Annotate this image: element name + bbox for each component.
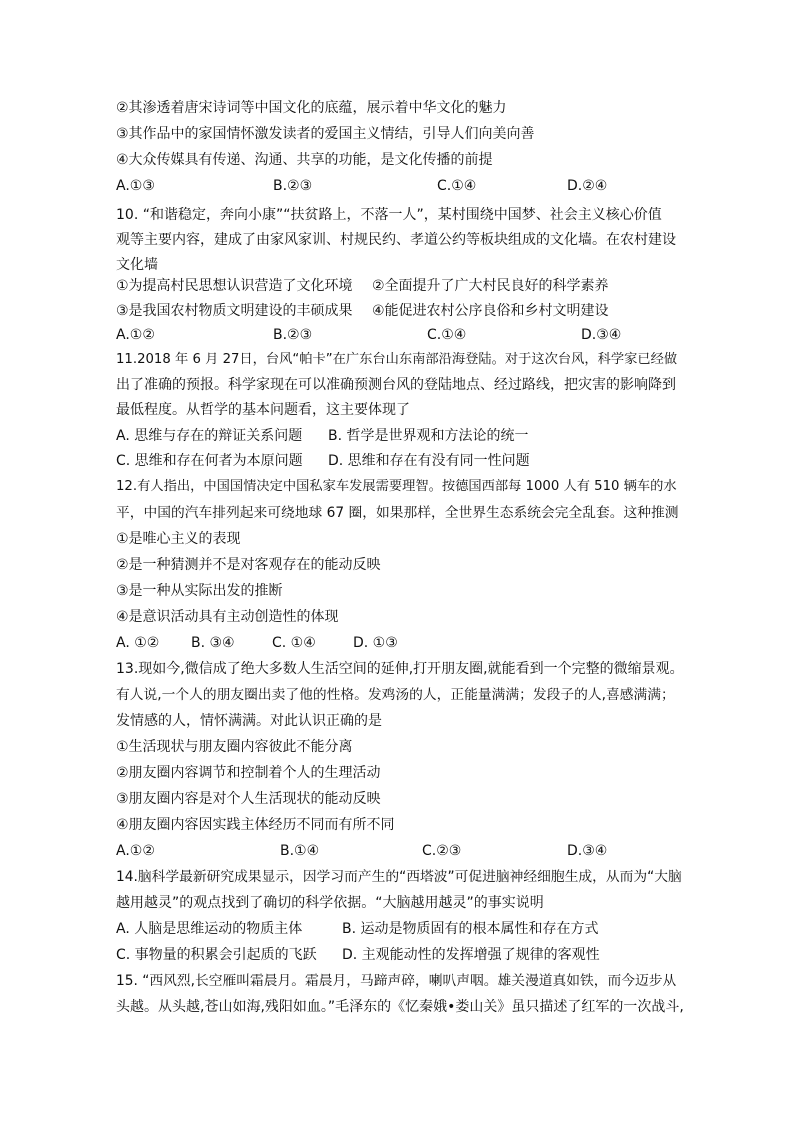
q13-answer-d: D.③④ — [567, 843, 608, 859]
q10-answer-c: C.①④ — [427, 327, 467, 343]
q13-stem-line-2: 有人说,一个人的朋友圈出卖了他的性格。发鸡汤的人，正能量满满；发段子的人,喜感满满； — [116, 687, 675, 703]
q13-option-2: ②朋友圈内容调节和控制着个人的生理活动 — [116, 765, 381, 781]
q11-stem-line-2: 出了准确的预报。科学家现在可以准确预测台风的登陆地点、经过路线，把灾害的影响降到 — [116, 377, 676, 393]
q10-answer-d: D.③④ — [581, 327, 622, 343]
q10-option-2: ②全面提升了广大村民良好的科学素养 — [372, 278, 609, 294]
q14-option-b: B. 运动是物质固有的根本属性和存在方式 — [342, 921, 599, 937]
q14-option-a: A. 人脑是思维运动的物质主体 — [116, 921, 303, 937]
q12-option-2: ②是一种猜测并不是对客观存在的能动反映 — [116, 557, 381, 573]
q9-option-2: ②其渗透着唐宋诗词等中国文化的底蕴，展示着中华文化的魅力 — [116, 100, 507, 116]
q10-stem-line-1: 10. “和谐稳定，奔向小康”“扶贫路上，不落一人”，某村围绕中国梦、社会主义核心价值 — [116, 207, 662, 223]
q12-answer-b: B. ③④ — [191, 635, 235, 651]
q9-option-4: ④大众传媒具有传递、沟通、共享的功能，是文化传播的前提 — [116, 152, 493, 168]
q10-stem-line-2: 观等主要内容，建成了由家风家训、村规民约、孝道公约等板块组成的文化墙。在农村建设 — [116, 232, 676, 248]
q13-answer-c: C.②③ — [422, 843, 462, 859]
q13-stem-line-1: 13.现如今,微信成了绝大多数人生活空间的延伸,打开朋友圈,就能看到一个完整的微缩景观。 — [116, 661, 684, 677]
q13-stem-line-3: 发情感的人，情怀满满。对此认识正确的是 — [116, 713, 382, 729]
q13-answer-a: A.①② — [116, 843, 155, 859]
q12-option-1: ①是唯心主义的表现 — [116, 531, 241, 547]
q13-answer-b: B.①④ — [280, 843, 320, 859]
q10-answer-b: B.②③ — [273, 327, 313, 343]
q12-option-4: ④是意识活动具有主动创造性的体现 — [116, 609, 339, 625]
q13-option-3: ③朋友圈内容是对个人生活现状的能动反映 — [116, 791, 381, 807]
q13-option-1: ①生活现状与朋友圈内容彼此不能分离 — [116, 739, 353, 755]
q14-option-c: C. 事物量的积累会引起质的飞跃 — [116, 947, 317, 963]
q14-stem-line-1: 14.脑科学最新研究成果显示，因学习而产生的“西塔波”可促进脑神经细胞生成，从而为“大脑 — [116, 869, 682, 885]
q12-stem-line-2: 平，中国的汽车排列起来可绕地球 67 圈，如果那样，全世界生态系统会完全乱套。这种推测 — [116, 505, 679, 521]
q12-answer-c: C. ①④ — [272, 635, 316, 651]
q10-option-4: ④能促进农村公序良俗和乡村文明建设 — [372, 303, 609, 319]
q12-answer-a: A. ①② — [116, 635, 160, 651]
q10-answer-a: A.①② — [116, 327, 155, 343]
q14-stem-line-2: 越用越灵”的观点找到了确切的科学依据。“大脑越用越灵”的事实说明 — [116, 895, 544, 911]
q11-stem-line-3: 最低程度。从哲学的基本问题看，这主要体现了 — [116, 402, 410, 418]
q11-option-d: D. 思维和存在有没有同一性问题 — [328, 453, 530, 469]
q11-option-c: C. 思维和存在何者为本原问题 — [116, 453, 303, 469]
q12-stem-line-1: 12.有人指出，中国国情决定中国私家车发展需要理智。按德国西部每 1000 人有 510 辆车的水 — [116, 479, 677, 494]
q13-option-4: ④朋友圈内容因实践主体经历不同而有所不同 — [116, 817, 395, 833]
q10-option-3: ③是我国农村物质文明建设的丰硕成果 — [116, 303, 353, 319]
q9-answer-d: D.②④ — [567, 178, 608, 194]
q12-option-3: ③是一种从实际出发的推断 — [116, 583, 283, 599]
q11-stem-line-1: 11.2018 年 6 月 27日，台风“帕卡”在广东台山东南部沿海登陆。对于这次台风，科学家已经做 — [116, 352, 678, 367]
q15-stem-line-2: 头越。从头越,苍山如海,残阳如血。”毛泽东的《忆秦娥•娄山关》虽只描述了红军的一次战斗, — [116, 999, 684, 1015]
q12-answer-d: D. ①③ — [353, 635, 398, 651]
q9-option-3: ③其作品中的家国情怀激发读者的爱国主义情结，引导人们向美向善 — [116, 126, 535, 142]
q11-option-b: B. 哲学是世界观和方法论的统一 — [328, 428, 529, 444]
q9-answer-c: C.①④ — [437, 178, 477, 194]
q15-stem-line-1: 15. “西风烈,长空雁叫霜晨月。霜晨月，马蹄声碎，喇叭声咽。雄关漫道真如铁，而今迈步从 — [116, 973, 677, 989]
q10-option-1: ①为提高村民思想认识营造了文化环境 — [116, 278, 353, 294]
q9-answer-b: B.②③ — [273, 178, 313, 194]
q10-stem-line-3: 文化墙 — [116, 257, 158, 273]
q9-answer-a: A.①③ — [116, 178, 155, 194]
q14-option-d: D. 主观能动性的发挥增强了规律的客观性 — [342, 947, 600, 963]
q11-option-a: A. 思维与存在的辩证关系问题 — [116, 428, 303, 444]
